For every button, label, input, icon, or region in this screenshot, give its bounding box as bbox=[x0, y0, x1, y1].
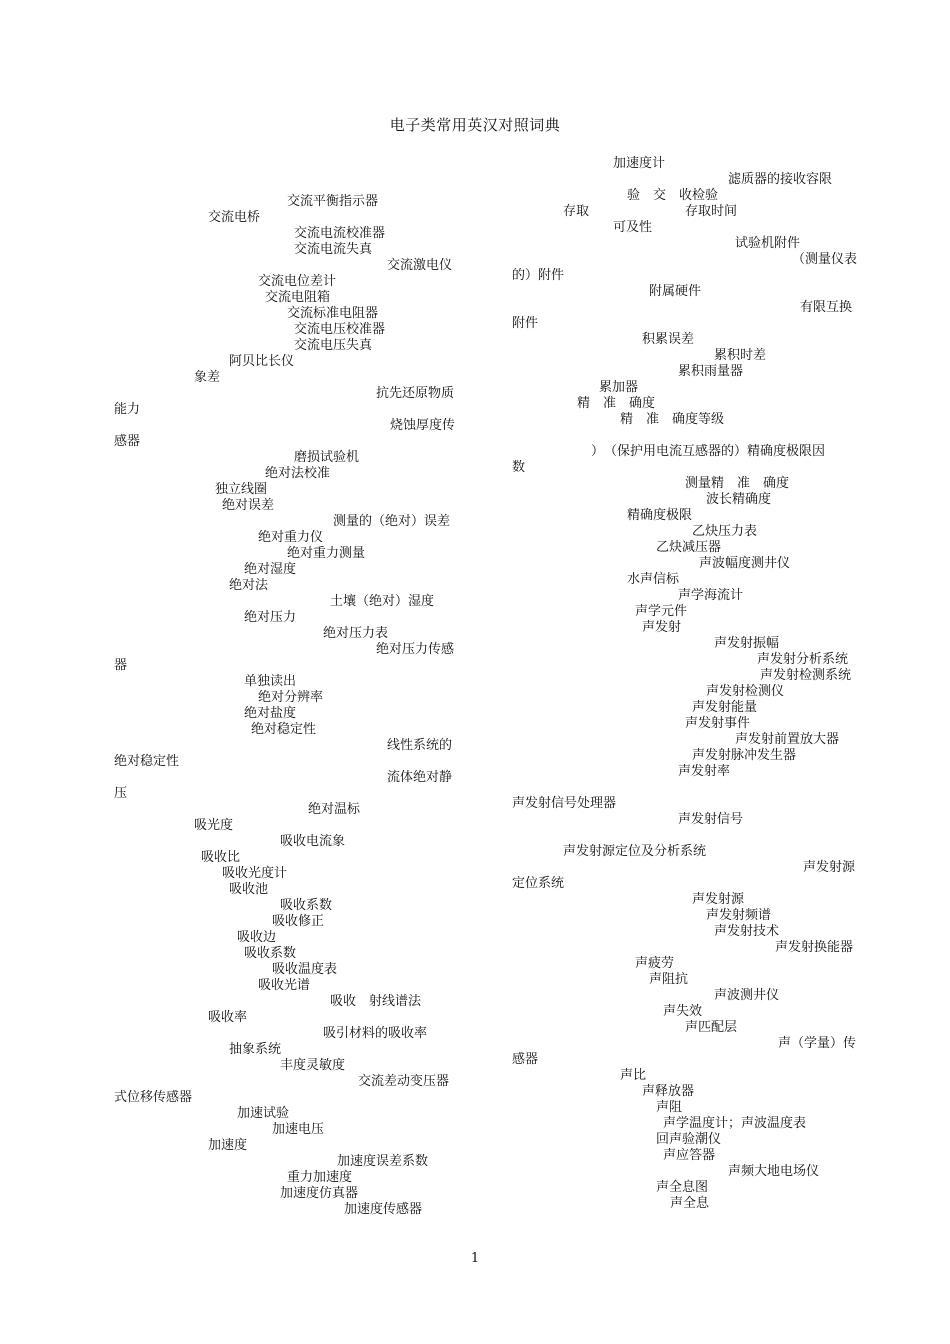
list-item: 测量精 准 确度 bbox=[685, 476, 790, 491]
list-item: 式位移传感器 bbox=[114, 1090, 193, 1105]
list-item: 声疲劳 bbox=[635, 956, 675, 971]
list-item: 交流电位差计 bbox=[258, 274, 337, 289]
list-item: 绝对稳定性 bbox=[251, 722, 317, 737]
list-item: 声学海流计 bbox=[678, 588, 744, 603]
list-item: 吸收光度计 bbox=[222, 866, 288, 881]
list-item: 绝对压力传感 bbox=[376, 642, 455, 657]
list-item: 吸收率 bbox=[208, 1010, 248, 1025]
list-item: 声波幅度测井仪 bbox=[699, 556, 791, 571]
list-item: 交流电流校准器 bbox=[294, 226, 386, 241]
list-item: 吸收 射线谱法 bbox=[330, 994, 422, 1009]
list-item: 加速度 bbox=[208, 1138, 248, 1153]
list-item: 线性系统的 bbox=[387, 738, 453, 753]
list-item: 独立线圈 bbox=[215, 482, 268, 497]
list-item: 加速度传感器 bbox=[344, 1202, 423, 1217]
list-item: 累积时差 bbox=[714, 348, 767, 363]
list-item: 精确度极限 bbox=[627, 508, 693, 523]
list-item: 声阻抗 bbox=[649, 972, 689, 987]
list-item: 能力 bbox=[114, 402, 141, 417]
list-item: 声发射前置放大器 bbox=[735, 732, 840, 747]
list-item: 加速试验 bbox=[237, 1106, 290, 1121]
list-item: 声发射振幅 bbox=[714, 636, 780, 651]
list-item: 滤质器的接收容限 bbox=[728, 172, 833, 187]
list-item: 声比 bbox=[620, 1068, 647, 1083]
list-item: 交流激电仪 bbox=[387, 258, 453, 273]
list-item: 声发射检测系统 bbox=[760, 668, 852, 683]
list-item: 吸收边 bbox=[237, 930, 277, 945]
list-item: 绝对重力仪 bbox=[258, 530, 324, 545]
list-item: 绝对法校准 bbox=[265, 466, 331, 481]
list-item: 磨损试验机 bbox=[294, 450, 360, 465]
list-item: 感器 bbox=[512, 1052, 539, 1067]
list-item: 抽象系统 bbox=[229, 1042, 282, 1057]
list-item: 声发射源定位及分析系统 bbox=[563, 844, 707, 859]
list-item: 回声验潮仪 bbox=[656, 1132, 722, 1147]
list-item: 测量的（绝对）误差 bbox=[333, 514, 451, 529]
list-item: 绝对重力测量 bbox=[287, 546, 366, 561]
list-item: 绝对湿度 bbox=[244, 562, 297, 577]
list-item: 声发射换能器 bbox=[775, 940, 854, 955]
list-item: 波长精确度 bbox=[706, 492, 772, 507]
list-item: 吸收池 bbox=[229, 882, 269, 897]
list-item: 声发射技术 bbox=[714, 924, 780, 939]
list-item: 累积雨量器 bbox=[678, 364, 744, 379]
list-item: 声频大地电场仪 bbox=[728, 1164, 820, 1179]
list-item: 交流电桥 bbox=[208, 210, 261, 225]
list-item: 绝对法 bbox=[229, 578, 269, 593]
list-item: 交流电流失真 bbox=[294, 242, 373, 257]
list-item: 象差 bbox=[194, 370, 221, 385]
list-item: 交流电压失真 bbox=[294, 338, 373, 353]
list-item: 加速度计 bbox=[613, 156, 666, 171]
list-item: 声发射脉冲发生器 bbox=[692, 748, 797, 763]
list-item: 声发射频谱 bbox=[706, 908, 772, 923]
list-item: 定位系统 bbox=[512, 876, 565, 891]
list-item: 声应答器 bbox=[663, 1148, 716, 1163]
list-item: 声波测井仪 bbox=[714, 988, 780, 1003]
list-item: 交流标准电阻器 bbox=[287, 306, 379, 321]
list-item: 丰度灵敏度 bbox=[280, 1058, 346, 1073]
list-item: 交流电阻箱 bbox=[265, 290, 331, 305]
list-item: 加速电压 bbox=[272, 1122, 325, 1137]
list-item: 绝对盐度 bbox=[244, 706, 297, 721]
list-item: 声发射分析系统 bbox=[757, 652, 849, 667]
list-item: 声发射事件 bbox=[685, 716, 751, 731]
list-item: 交流差动变压器 bbox=[358, 1074, 450, 1089]
list-item: 声全息图 bbox=[656, 1180, 709, 1195]
list-item: 声失效 bbox=[663, 1004, 703, 1019]
list-item: 抗先还原物质 bbox=[376, 386, 455, 401]
list-item: 绝对分辨率 bbox=[258, 690, 324, 705]
list-item: 绝对压力表 bbox=[323, 626, 389, 641]
list-item: 压 bbox=[114, 786, 128, 801]
list-item: 吸收光谱 bbox=[258, 978, 311, 993]
list-item: 单独读出 bbox=[244, 674, 297, 689]
list-item: 声发射检测仪 bbox=[706, 684, 785, 699]
list-item: 吸收系数 bbox=[280, 898, 333, 913]
list-item: 声全息 bbox=[670, 1196, 710, 1211]
list-item: 精 准 确度等级 bbox=[620, 412, 725, 427]
list-item: 声阻 bbox=[656, 1100, 683, 1115]
list-item: 重力加速度 bbox=[287, 1170, 353, 1185]
list-item: 试验机附件 bbox=[735, 236, 801, 251]
list-item: 精 准 确度 bbox=[577, 396, 656, 411]
list-item: 烧蚀厚度传 bbox=[390, 418, 456, 433]
list-item: 附属硬件 bbox=[649, 284, 702, 299]
list-item: 阿贝比长仪 bbox=[229, 354, 295, 369]
list-item: 感器 bbox=[114, 434, 141, 449]
list-item: 土壤（绝对）湿度 bbox=[330, 594, 435, 609]
list-item: 吸收系数 bbox=[244, 946, 297, 961]
list-item: 交流电压校准器 bbox=[294, 322, 386, 337]
list-item: 器 bbox=[114, 658, 128, 673]
list-item: 声发射 bbox=[642, 620, 682, 635]
list-item: 可及性 bbox=[613, 220, 653, 235]
list-item: ） （保护用电流互感器的）精确度极限因 bbox=[591, 444, 826, 459]
list-item: 绝对温标 bbox=[308, 802, 361, 817]
list-item: 声发射信号 bbox=[678, 812, 744, 827]
list-item: 绝对误差 bbox=[222, 498, 275, 513]
list-item: 声匹配层 bbox=[685, 1020, 738, 1035]
list-item: 流体绝对静 bbox=[387, 770, 453, 785]
list-item: 绝对压力 bbox=[244, 610, 297, 625]
list-item: 吸收修正 bbox=[272, 914, 325, 929]
list-item: 乙炔压力表 bbox=[692, 524, 758, 539]
list-item: 数 bbox=[512, 460, 526, 475]
list-item: 积累误差 bbox=[642, 332, 695, 347]
page-title: 电子类常用英汉对照词典 bbox=[389, 116, 561, 134]
list-item: 声发射信号处理器 bbox=[512, 796, 617, 811]
list-item: 的）附件 bbox=[512, 268, 565, 283]
list-item: 声学元件 bbox=[635, 604, 688, 619]
list-item: 水声信标 bbox=[627, 572, 680, 587]
list-item: 吸收电流象 bbox=[280, 834, 346, 849]
list-item: 声发射率 bbox=[678, 764, 731, 779]
list-item: 加速度仿真器 bbox=[280, 1186, 359, 1201]
list-item: （测量仪表 bbox=[792, 252, 858, 267]
list-item: 吸光度 bbox=[194, 818, 234, 833]
page-number: 1 bbox=[470, 1251, 480, 1266]
list-item: 有限互换 bbox=[800, 300, 853, 315]
list-item: 声发射源 bbox=[803, 860, 856, 875]
list-item: 存取时间 bbox=[685, 204, 738, 219]
list-item: 存取 bbox=[563, 204, 590, 219]
list-item: 乙炔减压器 bbox=[656, 540, 722, 555]
list-item: 绝对稳定性 bbox=[114, 754, 180, 769]
list-item: 声学温度计；声波温度表 bbox=[663, 1116, 807, 1131]
list-item: 吸收温度表 bbox=[272, 962, 338, 977]
list-item: 累加器 bbox=[599, 380, 639, 395]
list-item: 吸引材料的吸收率 bbox=[323, 1026, 428, 1041]
list-item: 吸收比 bbox=[201, 850, 241, 865]
list-item: 声发射能量 bbox=[692, 700, 758, 715]
list-item: 加速度误差系数 bbox=[337, 1154, 429, 1169]
list-item: 声（学量）传 bbox=[778, 1036, 857, 1051]
list-item: 声释放器 bbox=[642, 1084, 695, 1099]
list-item: 附件 bbox=[512, 316, 539, 331]
list-item: 交流平衡指示器 bbox=[287, 194, 379, 209]
list-item: 声发射源 bbox=[692, 892, 745, 907]
list-item: 验 交 收检验 bbox=[627, 188, 719, 203]
